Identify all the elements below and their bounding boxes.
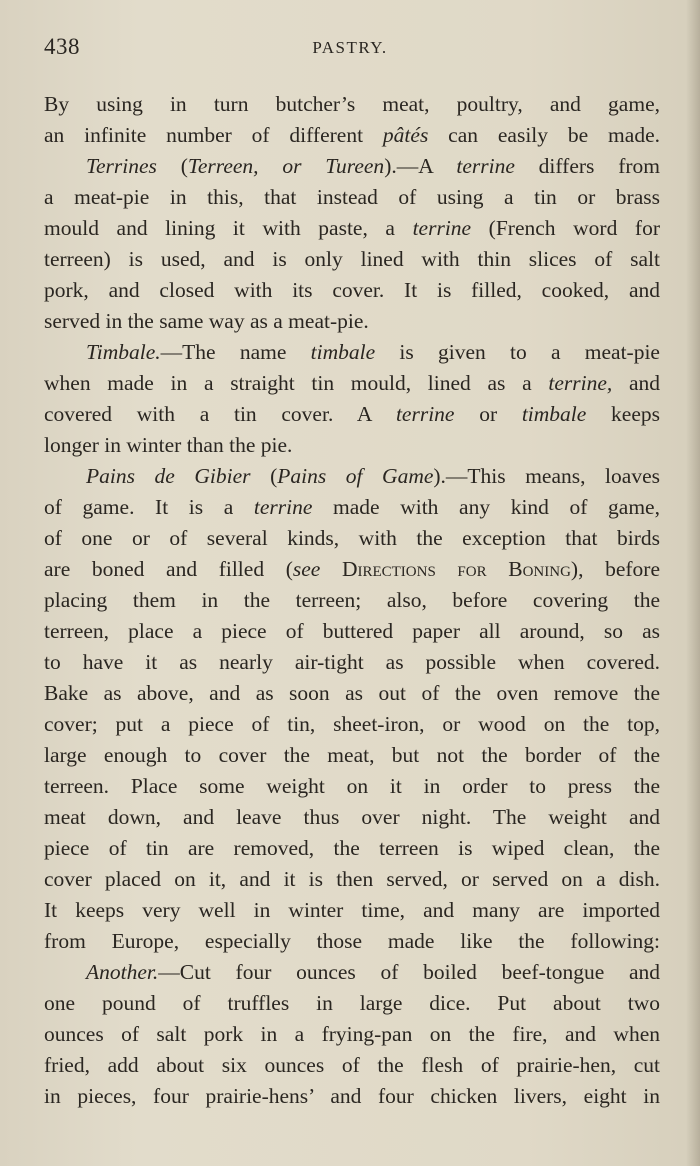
text-line	[44, 275, 660, 306]
italic-text: terrine,	[548, 371, 613, 395]
page-number: 438	[44, 34, 80, 59]
italic-text: Timbale.	[86, 340, 161, 364]
text-run: Bake as above, and as soon as out of the oven remove the	[44, 681, 660, 705]
text-run: is given to a meat-pie	[375, 340, 660, 364]
text-run: (	[156, 154, 188, 178]
text-run: one pound of truffles in large dice. Put about two	[44, 991, 660, 1015]
text-run: of one or of several kinds, with the exception that birds	[44, 526, 660, 550]
body-text	[44, 89, 660, 1112]
running-head: PASTRY.	[312, 38, 388, 57]
text-run: By using in turn butcher’s meat, poultry, and game,	[44, 92, 660, 116]
text-line	[44, 337, 660, 368]
text-line	[44, 1081, 660, 1112]
text-run: pork, and closed with its cover. It is filled, cooked, and	[44, 278, 660, 302]
text-line	[44, 120, 660, 151]
italic-text: Terrines	[86, 154, 157, 178]
text-line	[44, 89, 660, 120]
text-run: terreen) is used, and is only lined with thin slices of salt	[44, 247, 660, 271]
text-line	[44, 802, 660, 833]
text-line	[44, 1050, 660, 1081]
text-run: placing them in the terreen; also, before covering the	[44, 588, 660, 612]
italic-text: terrine	[456, 154, 515, 178]
text-line	[44, 616, 660, 647]
text-run: meat down, and leave thus over night. The weight and	[44, 805, 660, 829]
italic-text: terrine	[395, 402, 455, 426]
text-run: longer in winter than the pie.	[44, 433, 293, 457]
italic-text: Pains of Game	[277, 464, 434, 488]
text-run: when made in a straight tin mould, lined as a	[44, 371, 549, 395]
text-line	[44, 895, 660, 926]
text-line	[44, 368, 660, 399]
small-caps-text: Directions for Boning	[341, 557, 571, 581]
text-line	[44, 523, 660, 554]
text-run: keeps	[586, 402, 660, 426]
italic-text: Another.	[86, 960, 159, 984]
text-run: to have it as nearly air-tight as possible when covered.	[44, 650, 660, 674]
text-run: fried, add about six ounces of the flesh of prairie-hen, cut	[44, 1053, 660, 1077]
text-line	[44, 213, 660, 244]
text-line	[44, 647, 660, 678]
text-line	[44, 554, 660, 585]
italic-text: Terreen, or Tureen	[187, 154, 385, 178]
text-line	[44, 833, 660, 864]
text-line	[44, 740, 660, 771]
text-run: from Europe, especially those made like the following:	[44, 929, 660, 953]
italic-text: terrine	[412, 216, 472, 240]
text-run: can easily be made.	[428, 123, 660, 147]
text-run: —The name	[160, 340, 311, 364]
text-run: ), before	[570, 557, 660, 581]
text-run: (French word for	[471, 216, 660, 240]
text-run: piece of tin are removed, the terreen is wiped clean, the	[44, 836, 660, 860]
text-line	[44, 771, 660, 802]
text-line	[44, 957, 660, 988]
text-line	[44, 988, 660, 1019]
italic-text: see	[292, 557, 321, 581]
text-line	[44, 244, 660, 275]
text-run: a meat-pie in this, that instead of using a tin or brass	[44, 185, 660, 209]
text-line	[44, 678, 660, 709]
text-line	[44, 585, 660, 616]
text-run: and	[612, 371, 660, 395]
text-run: —Cut four ounces of boiled beef-tongue and	[158, 960, 660, 984]
text-line	[44, 709, 660, 740]
text-run: covered with a tin cover. A	[44, 402, 396, 426]
italic-text: pâtés	[382, 123, 429, 147]
text-run: of game. It is a	[44, 495, 254, 519]
text-line	[44, 461, 660, 492]
text-run: in pieces, four prairie-hens’ and four chicken livers, eight in	[44, 1084, 660, 1108]
text-run: It keeps very well in winter time, and many are imported	[44, 898, 660, 922]
text-run: large enough to cover the meat, but not the border of the	[44, 743, 660, 767]
text-line	[44, 306, 660, 337]
text-run: made with any kind of game,	[312, 495, 660, 519]
text-line	[44, 182, 660, 213]
text-run: terreen. Place some weight on it in order to press the	[44, 774, 660, 798]
text-run: cover placed on it, and it is then served, or served on a dish.	[44, 867, 660, 891]
text-run	[320, 557, 342, 581]
text-run: ).—This means, loaves	[433, 464, 660, 488]
text-line	[44, 430, 660, 461]
text-run: served in the same way as a meat-pie.	[44, 309, 369, 333]
text-run: are boned and filled (	[44, 557, 293, 581]
text-line	[44, 399, 660, 430]
italic-text: timbale	[310, 340, 376, 364]
page-header	[44, 34, 656, 64]
text-run: ).—A	[384, 154, 457, 178]
text-run: ounces of salt pork in a frying-pan on the fire, and when	[44, 1022, 660, 1046]
text-run: terreen, place a piece of buttered paper all around, so as	[44, 619, 660, 643]
italic-text: terrine	[253, 495, 313, 519]
text-line	[44, 864, 660, 895]
italic-text: timbale	[521, 402, 587, 426]
text-run: (	[250, 464, 278, 488]
italic-text: Pains de Gibier	[86, 464, 251, 488]
text-run: an infinite number of different	[44, 123, 383, 147]
text-run: mould and lining it with paste, a	[44, 216, 413, 240]
text-line	[44, 492, 660, 523]
text-run: cover; put a piece of tin, sheet-iron, or wood on the top,	[44, 712, 660, 736]
text-line	[44, 926, 660, 957]
text-line	[44, 151, 660, 182]
text-line	[44, 1019, 660, 1050]
text-run: differs from	[514, 154, 660, 178]
text-run: or	[454, 402, 522, 426]
